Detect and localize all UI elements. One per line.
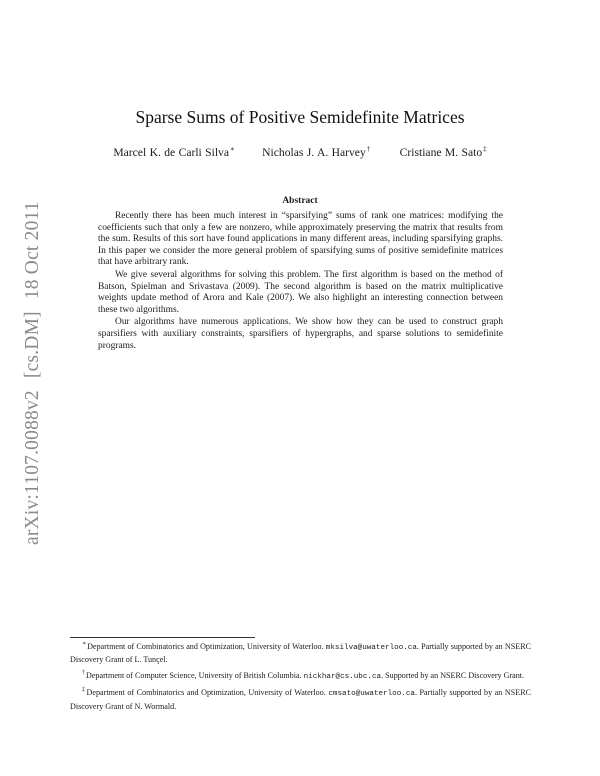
arxiv-identifier-stamp [22,201,44,545]
author-footnote-mark: ∗ [230,145,235,153]
footnote-mark: † [82,669,85,676]
abstract-body [98,211,503,353]
paper-title: Sparse Sums of Positive Semidefinite Matrices [135,107,465,127]
arxiv-category: [cs.DM] [22,311,43,379]
footnote-affiliation: Department of Combinatorics and Optimization, University of Waterloo. [86,688,326,698]
author-name: Nicholas J. A. Harvey [262,146,366,159]
author-2 [262,145,370,159]
author-footnote-mark: ‡ [483,145,487,153]
footnote-affiliation: Department of Computer Science, University of British Columbia. [86,670,302,680]
footnote-email-link[interactable]: nickhar@cs.ubc.ca [303,672,382,681]
abstract-heading: Abstract [282,196,318,206]
author-3 [400,145,487,159]
author-name: Marcel K. de Carli Silva [113,146,229,159]
abstract-paragraph-3: Our algorithms have numerous applications. We show how they can be used to construct graph sparsifiers with auxiliary constraints, sparsifiers of hypergraphs, and sparse solutions to semidefinite programs. [98,317,503,351]
abstract-paragraph-2: We give several algorithms for solving this problem. The first algorithm is based on the method of Batson, Spielman and Srivastava (2009). The second algorithm is based on the matrix multiplicative weights update method of Arora and Kale (2007). We also highlight an interesting connection between these two algorithms. [98,269,503,315]
footnote-mark: ‡ [82,687,86,694]
author-name: Cristiane M. Sato [399,146,483,159]
footnote-mark: ∗ [82,641,87,647]
footnote-1 [70,639,531,666]
footnote-2 [70,668,531,683]
footnote-funding: . Partially supported by an NSERC Discovery Grant of N. Wormald. [70,688,531,711]
footnote-funding: . Supported by an NSERC Discovery Grant. [381,670,525,680]
author-1 [113,145,234,159]
abstract-paragraph-1: Recently there has been much interest in “sparsifying” sums of rank one matrices: modifying the coefficients such that only a few are nonzero, while approximately preserving the matrix that results from the sum. Results of this sort have found applications in many different areas, including sparsifying graphs. In this paper we consider the more general problem of sparsifying sums of positive semidefinite matrices that have arbitrary rank. [98,211,503,268]
footnote-email-link[interactable]: mksilva@uwaterloo.ca [325,644,417,652]
footnote-3 [70,685,531,712]
footnote-rule [70,637,255,638]
arxiv-date: 18 Oct 2011 [22,201,43,300]
footnote-email-link[interactable]: cmsato@uwaterloo.ca [328,690,415,699]
footnote-affiliation: Department of Combinatorics and Optimization, University of Waterloo. [87,642,324,651]
footnote-funding: . Partially supported by an NSERC Discovery Grant of L. Tunçel. [70,642,531,665]
footnotes [70,639,531,714]
arxiv-id: arXiv:1107.0088v2 [22,390,43,545]
author-footnote-mark: † [366,145,371,153]
author-list [0,145,600,159]
